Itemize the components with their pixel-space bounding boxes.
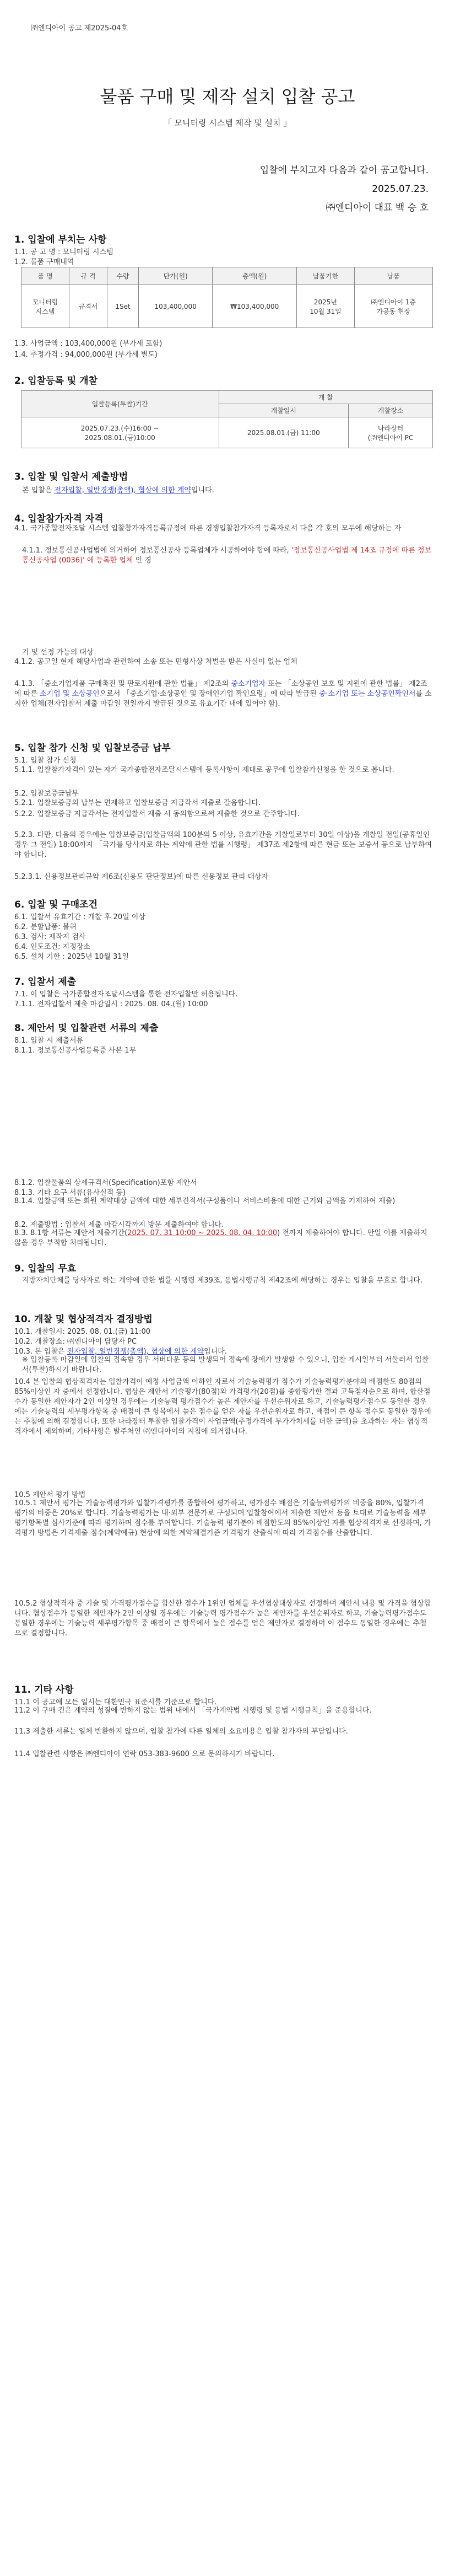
- s10-l1: 10.1. 개찰일시: 2025. 08. 01.(금) 11:00: [14, 1328, 151, 1336]
- s5-l231: 5.2.3.1. 신용정보관리규약 제6조(신용도 판단정보)에 따른 신용정보 관리 대상자: [14, 873, 269, 881]
- s10-l2: 10.2. 개찰장소: ㈜엔디아이 담당자 PC: [14, 1338, 137, 1346]
- td-deadline: 2025년 10월 31일: [297, 285, 355, 328]
- th-open-date: 개찰일시: [219, 404, 349, 417]
- s7-l2: 7.1.1. 전자입찰서 제출 마감일시 : 2025. 08. 04.(월) 10:00: [14, 1000, 208, 1008]
- s4-p1: 4.1. 국가종합전자조달 시스템 입찰참가자격등록규정에 따른 경쟁입찰참가자격 등록자로서 다음 각 호의 모두에 해당하는 자: [14, 524, 402, 533]
- notice-date: 2025.07.23.: [372, 184, 429, 195]
- s4-p11-cont: 기 및 선정 가능의 대상: [22, 648, 94, 657]
- s5-l1: 5.1. 입찰 참가 신청: [14, 756, 77, 765]
- s10-l52: 10.5.2 협상적격자 중 기술 및 가격평가점수를 합산한 점수가 1위인 업체를 우선협상대상자로 선정하며 제안서 내용 및 가격을 협상합니다. 협상점수가 동일한 제안자가 2인 이상일 경우에는 기술능력 평가점수가 높은 제안자를 우선순위자로 하고, 기술능력평가점수도 동일한 경우에는 기술능력 세부평가항목 중 배점이 큰 항목에서 높은 점수를 얻은 제안자로 결정하며 이 점수도 동일한 경우에는 추첨으로 결정합니다.: [14, 1600, 431, 1638]
- section-11-heading: 11. 기타 사항: [14, 1684, 74, 1695]
- section-3-heading: 3. 입찰 및 입찰서 제출방법: [14, 471, 128, 482]
- s1-item-4: 1.4. 추정가격 : 94,000,000원 (부가세 별도): [14, 351, 158, 359]
- s3-body: 본 입찰은 전자입찰, 일반경쟁(총액), 협상에 의한 계약입니다.: [22, 486, 214, 495]
- s6-l2: 6.2. 분할납품: 불허: [14, 923, 77, 931]
- th-spec: 규 격: [69, 267, 107, 285]
- s10-l3-note: ※ 입찰등록 마감일에 입찰의 접속할 경우 서버다운 등의 발생되어 접속에 장애가 발생할 수 있으니, 입찰 게시일부터 서둘러서 입찰서(투찰)하시기 바랍니다.: [22, 1356, 429, 1374]
- s6-l1: 6.1. 입찰서 유효기간 : 개찰 후 20일 이상: [14, 913, 145, 921]
- s10-l3: 10.3. 본 입찰은 전자입찰, 일반경쟁(총액), 협상에 의한 계약입니다.: [14, 1348, 227, 1356]
- notice-block: [260, 161, 429, 217]
- s8-l11: 8.1.1. 정보통신공사업등록증 사본 1부: [14, 1046, 137, 1055]
- td-qty: 1Set: [107, 285, 138, 328]
- s11-l2: 11.2 이 구매 건은 계약의 성질에 반하지 않는 범위 내에서 「국가계약법 시행령 및 동법 시행규칙」을 준용합니다.: [14, 1706, 372, 1715]
- th-deadline: 납품기한: [297, 267, 355, 285]
- bid-type-highlight: 전자입찰, 일반경쟁(총액), 협상에 의한 계약: [54, 486, 191, 495]
- s5-l2: 5.2. 입찰보증금납부: [14, 790, 79, 798]
- section-2-heading: 2. 입찰등록 및 개찰: [14, 375, 98, 387]
- s4-p11: 4.1.1. 정보통신공사업법에 의거하여 정보통신공사 등록업체가 시공하여야 함에 따라, '정보통신공사업법 제 14조 규정에 따른 정보통신공사업 (0036)' 에 등록한 업체 인 경: [22, 546, 432, 565]
- notice-intro: 입찰에 부치고자 다음과 같이 공고합니다.: [259, 165, 429, 176]
- section-1-heading: 1. 입찰에 부치는 사항: [14, 234, 107, 245]
- th-delivery: 납품: [354, 267, 432, 285]
- s8-l13: 8.1.3. 기타 요구 서류(유사실적 등): [14, 1189, 126, 1197]
- td-unit-price: 103,400,000: [139, 285, 213, 328]
- s8-l2: 8.2. 제출방법 : 입찰서 제출 마감시각까지 방문 제출하여야 합니다.: [14, 1221, 224, 1229]
- s6-l4: 6.4. 인도조건: 지정장소: [14, 943, 90, 951]
- s8-l3: 8.3. 8.1항 서류는 제안서 제출기간(2025. 07. 31 10:00 ~ 2025. 08. 04. 10:00) 전까지 제출하여야 합니다. 만일 이를 제출하지 않을 경우 부적합 처리됩니다.: [14, 1229, 427, 1247]
- proposal-period: 2025. 07. 31 10:00 ~ 2025. 08. 04. 10:00: [127, 1229, 278, 1237]
- section-4-heading: 4. 입찰참가자격 자격: [14, 513, 104, 524]
- section-9-heading: 9. 입찰의 무효: [14, 1263, 77, 1274]
- s5-l23: 5.2.3. 다만, 다음의 경우에는 입찰보증금(입찰금액의 100분의 5 이상, 유효기간을 개찰일로부터 30일 이상)을 개찰일 전일(공휴일인 경우 그 전일) 18:00까지 「국가를 당사자로 하는 계약에 관한 법률 시행령」 제37조 제2항에 따른 현금 또는 보증서 등으로 납부하여야 합니다.: [14, 831, 432, 859]
- section-6-heading: 6. 입찰 및 구매조건: [14, 899, 98, 910]
- th-unit-price: 단가(원): [139, 267, 213, 285]
- th-name: 품 명: [21, 267, 69, 285]
- notice-number: ㈜엔디아이 공고 제2025-04호: [31, 24, 128, 33]
- s6-l5: 6.5. 설치 기한 : 2025년 10월 31일: [14, 953, 129, 961]
- s11-l3: 11.3 제출한 서류는 일체 반환하지 않으며, 입찰 참가에 따른 일체의 소요비용은 입찰 참가자의 부담입니다.: [14, 1727, 348, 1736]
- section-10-heading: 10. 개찰 및 협상적격자 결정방법: [14, 1314, 153, 1325]
- s1-item-1: 1.1. 공 고 명 : 모니터링 시스템: [14, 248, 113, 256]
- s1-item-3: 1.3. 사업금액 : 103,400,000원 (부가세 포함): [14, 340, 162, 348]
- td-total: ₩103,400,000: [213, 285, 297, 328]
- page-subtitle: 「 모니터링 시스템 제작 및 설치 」: [163, 118, 292, 128]
- s8-l1: 8.1. 입찰 시 제출서류: [14, 1037, 84, 1045]
- s8-l12: 8.1.2. 입찰물품의 상세규격서(Specification)포함 제안서: [14, 1179, 197, 1187]
- section-5-heading: 5. 입찰 참가 신청 및 입찰보증금 납부: [14, 743, 171, 754]
- th-open-place: 개찰장소: [349, 404, 433, 417]
- td-delivery: ㈜엔디아이 1층 가공동 현장: [354, 285, 432, 328]
- bid-schedule-table: [21, 390, 433, 448]
- s5-l21: 5.2.1. 입찰보증금의 납부는 면제하고 입찰보증금 지급각서 제출로 갈음합니다.: [14, 799, 261, 807]
- bid-type-highlight-2: 전자입찰, 일반경쟁(총액), 협상에 의한 계약: [67, 1348, 204, 1356]
- s11-l4: 11.4 입찰관련 사항은 ㈜엔디아이 연락 053-383-9600 으로 문의하시기 바랍니다.: [14, 1750, 275, 1758]
- th-reg-period: 입찰등록(투찰)기간: [21, 391, 219, 417]
- s11-l1: 11.1 이 공고에 모든 일시는 대한민국 표준시를 기준으로 합니다.: [14, 1698, 217, 1706]
- td-reg-period: 2025.07.23.(수)16:00 ~ 2025.08.01.(금)10:00: [21, 417, 219, 448]
- s4-p12: 4.1.2. 공고일 현재 해당사업과 관련하여 소송 또는 민형사상 처벌을 받은 사실이 없는 업체: [14, 658, 297, 666]
- td-spec: 규격서: [69, 285, 107, 328]
- s4-p13: 4.1.3. 「중소기업제품 구매촉진 및 판로지원에 관한 법률」 제2조의 중소기업자 또는 「소상공인 보호 및 지원에 관한 법률」 제2조에 따른 소기업 및 소상공인으로서 「중소기업·소상공인 및 장애인기업 확인요령」에 따라 발급된 중·소기업 또는 소상공인확인서를 소지한 업체(전자입찰서 제출 마감일 전일까지 발급된 것으로 유효기간 내에 있어야 함).: [14, 680, 432, 708]
- s8-l14: 8.1.4. 입찰금액 또는 회원 계약대상 금액에 대한 세부견적서(구성품이나 서비스비용에 대한 근거와 금액을 기재하여 제출): [14, 1197, 396, 1205]
- s1-item-2: 1.2. 물품 구매내역: [14, 258, 74, 266]
- td-open-place: 나라장터 (㈜엔디아이 PC: [349, 417, 433, 448]
- s9-p1: 지방자치단체를 당사자로 하는 계약에 관한 법률 시행령 제39조, 동법시행규칙 제42조에 해당하는 경우는 입찰을 무효로 합니다.: [22, 1276, 423, 1285]
- s10-l4: 10.4 본 입찰의 협상적격자는 입찰가격이 예정 사업금액 이하인 자로서 기술능력평가 점수가 기술능력평가분야의 배점한도 80점의 85%이상인 자 중에서 선정합니다. 협상은 제안서 기술평가(80점)와 가격평가(20점)를 종합평가한 결과 고득점자순으로 하며, 합산점수가 동일한 제안자가 2인 이상일 경우에는 기술능력 평가점수가 높은 제안자를 우선순위자로 하고, 기술능력평가점수도 동일한 경우에는 기술능력의 세부평가항목 중 배점이 큰 항목에서 높은 점수를 얻은 자를 우선순위자로 하고, 배점이 큰 항목 점수도 동일한 경우에는 추첨에 의해 결정합니다. 또한 나라장터 투찰한 입찰가격이 사업금액(추정가격에 부가가치세를 더한 금액)을 초과하는 자는 협상적격자에서 제외하며, 기타사항은 발주처인 ㈜엔디아이의 지침에 의거합니다.: [14, 1378, 431, 1436]
- purchase-table: [21, 267, 433, 328]
- s5-l22: 5.2.2. 입찰보증금 지급각서는 전자입찰서 제출 시 동의함으로써 제출한 것으로 간주합니다.: [14, 810, 300, 818]
- license-requirement: '정보통신공사업법 제 14조 규정에 따른 정보통신공사업 (0036)' 에 등록한 업체: [22, 546, 432, 565]
- td-open-date: 2025.08.01.(금) 11:00: [219, 417, 349, 448]
- section-7-heading: 7. 입찰서 제출: [14, 976, 77, 988]
- section-8-heading: 8. 제안서 및 입찰관련 서류의 제출: [14, 1023, 159, 1034]
- s6-l3: 6.3. 검사: 제작지 검사: [14, 933, 86, 941]
- s10-l5: 10.5 제안서 평가 방법: [14, 1491, 86, 1499]
- td-name: 모니터링 시스템: [21, 285, 69, 328]
- s5-l11: 5.1.1. 입찰참가자격이 있는 자가 국가종합전자조달시스템에 등록사항이 제대로 공무에 입찰참가신청을 한 것으로 봅니다.: [14, 766, 394, 774]
- s7-l1: 7.1. 이 입찰은 국가종합전자조달시스템을 통한 전자입찰만 허용됩니다.: [14, 990, 238, 999]
- s10-l51: 10.5.1 제안서 평가는 기술능력평가와 입찰가격평가를 종합하여 평가하고, 평가점수 배점은 기술능력평가의 비중을 80%, 입찰가격 평가의 비중은 20%로 합니다. 기술능력평가는 내·외부 전문가로 구성되며 입찰참여에서 제출한 제안서 등을 토대로 기술능력을 세부 평가항목별 심사기준에 따라 평가하며 점수를 부여합니다. 기술능력 평가분야 배점한도의 85%이상인 자를 협상적격자로 선정하며, 가격평가 방법은 가격제출 점수(계약예규) 현상에 의한 계약체결기준 가격평가 산출식에 따라 가격점수를 산출합니다.: [14, 1499, 431, 1537]
- th-opening: 개 찰: [219, 391, 432, 404]
- notice-signer: ㈜엔디아이 대표 백 승 호: [326, 202, 429, 213]
- th-qty: 수량: [107, 267, 138, 285]
- th-total: 총액(원): [213, 267, 297, 285]
- page-title: 물품 구매 및 제작 설치 입찰 공고: [100, 86, 355, 107]
